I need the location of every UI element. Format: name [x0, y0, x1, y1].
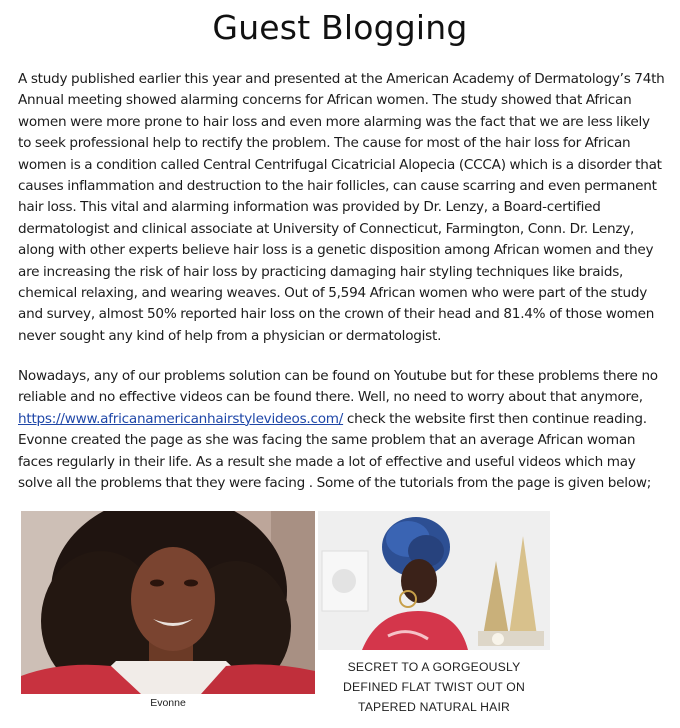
paragraph-study: A study published earlier this year and presented at the American Academy of Dermatology’s 74th Annual meeting showed alarming concerns for African women. The study showed that African women were more prone to hair loss and even more alarming was the fact that we are less likely to seek professional help to rectify the problem. The cause for most of the hair loss for African women is a condition called Central Centrifugal Cicatricial Alopecia (CCCA) which is a disorder that causes inflammation and destruction to the hair follicles, can cause scarring and even permanent hair loss. This vital and alarming information was provided by Dr. Lenzy, a Board-certified dermatologist and clinical associate at University of Connecticut, Farmington, Conn. Dr. Lenzy, along with other experts believe hair loss is a genetic disposition among African women and they are increasing the risk of hair loss by practicing damaging hair styling techniques like braids, chemical relaxing, and wearing weaves. Out of 5,594 African women who were part of the study and survey, almost 50% reported hair loss on the crown of their head and 81.4% of those women never sought any kind of help from a physician or dermatologist.	[18, 71, 665, 344]
tutorial-caption-line-3: TAPERED NATURAL HAIR	[357, 700, 511, 714]
tutorial-caption-line-2: DEFINED FLAT TWIST OUT ON	[343, 680, 525, 694]
website-link[interactable]: https://www.africanamericanhairstylevideos.com/	[18, 410, 344, 427]
paragraph-text-after-link: check the website first then continue reading. Evonne created the page as she was facing the same problem that an average African woman faces regularly in their life. As a result she made a lot of effective and useful videos which may solve all the problems that they were facing . Some of the tutorials from the page is given below;	[18, 410, 652, 492]
evonne-caption: Evonne	[150, 697, 186, 709]
evonne-photo	[21, 511, 315, 694]
paragraph-text-before-link: Nowadays, any of our problems solution can be found on Youtube but for these problems there no reliable and no effective videos can be found there. Well, no need to worry about that anymore,	[18, 368, 658, 406]
page-title: Guest Blogging	[212, 8, 468, 47]
tutorial-caption	[318, 657, 550, 717]
tutorial-caption-line-1: SECRET TO A GORGEOUSLY	[347, 660, 521, 674]
tutorial-thumbnail[interactable]	[318, 511, 550, 650]
paragraph-nowadays	[18, 366, 666, 494]
